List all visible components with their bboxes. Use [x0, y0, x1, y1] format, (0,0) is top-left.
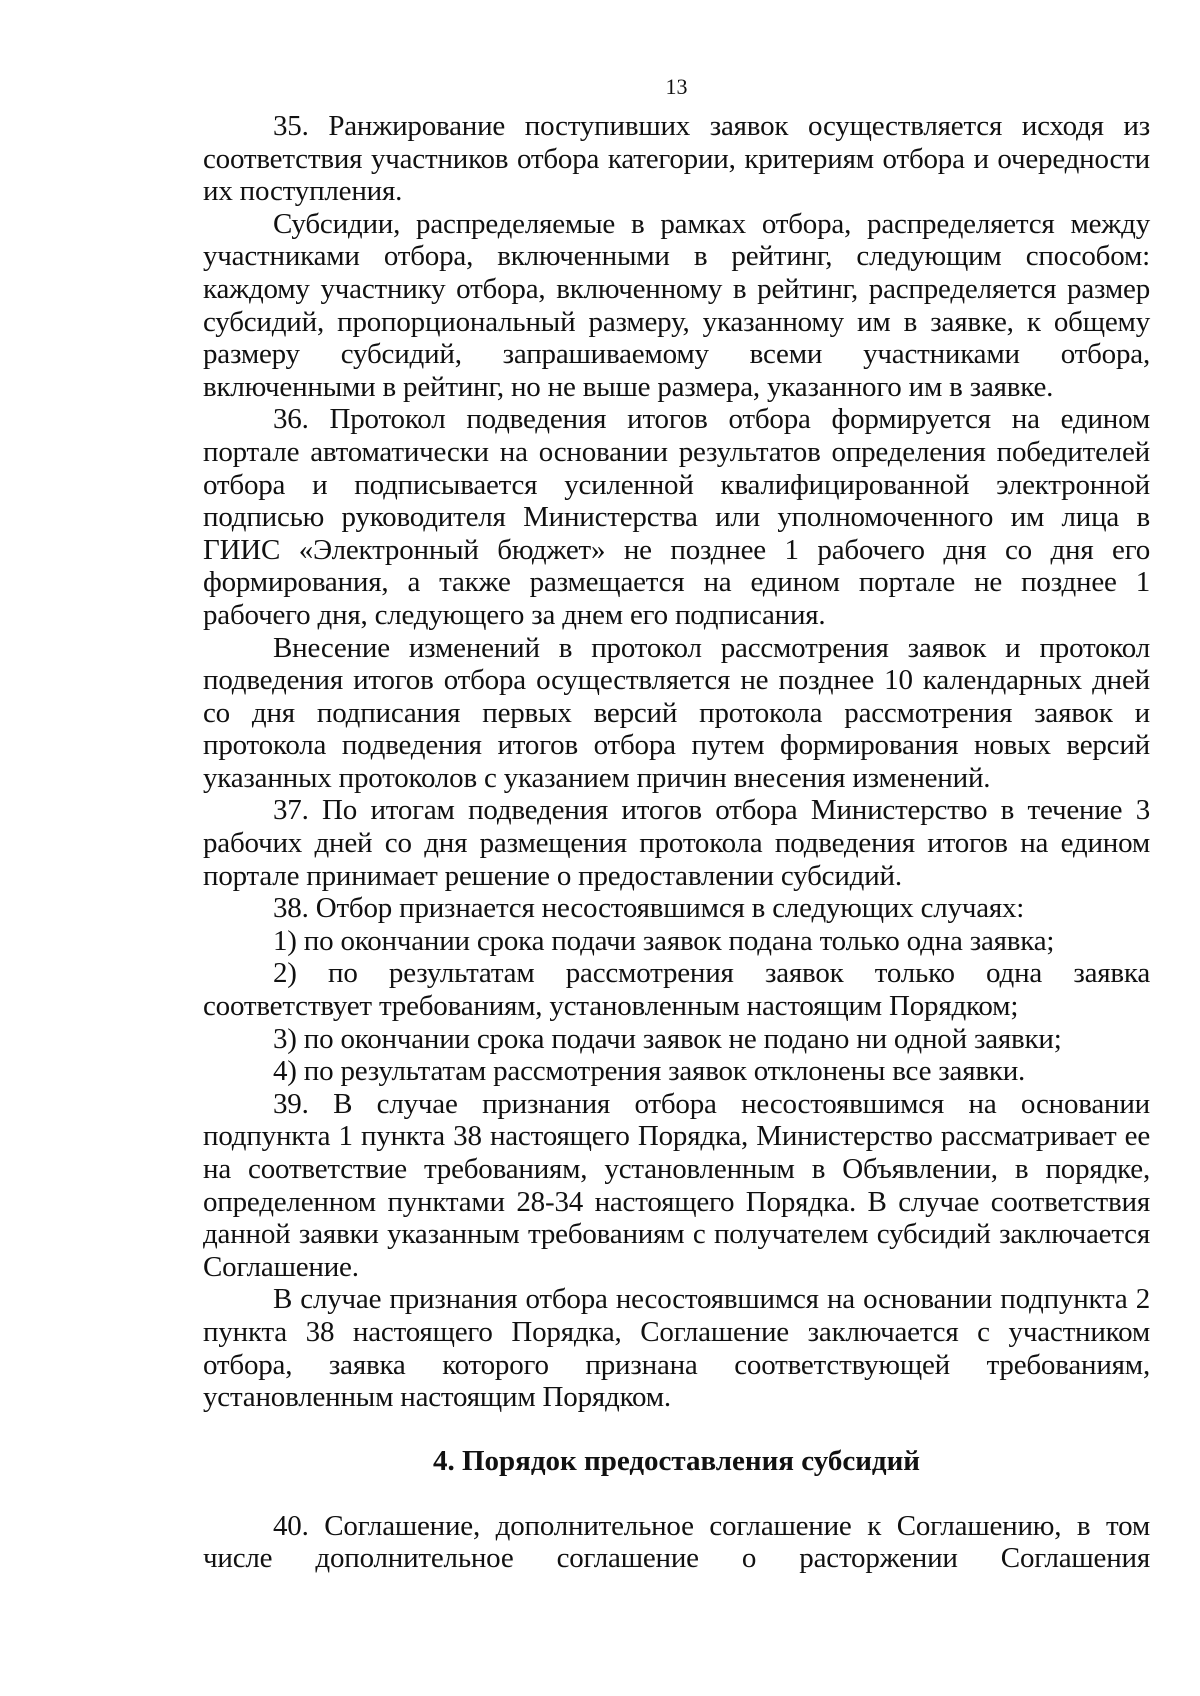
paragraph-39-second-case: В случае признания отбора несостоявшимся на основании подпункта 2 пункта 38 настоящего Порядка, Соглашение заключается с участником отбора, заявка которого признана соответствующей требованиям, установленным настоящим Порядком.: [203, 1283, 1150, 1414]
paragraph-subsidy-distribution: Субсидии, распределяемые в рамках отбора, распределяется между участниками отбора, включенными в рейтинг, следующим способом: каждому участнику отбора, включенному в рейтинг, распределяется размер субсидий, пропорциональный размеру, указанному им в заявке, к общему размеру субсидий, запрашиваемому всеми участниками отбора, включенными в рейтинг, но не выше размера, указанного им в заявке.: [203, 207, 1150, 403]
list-item-38-1: 1) по окончании срока подачи заявок подана только одна заявка;: [273, 924, 1055, 957]
list-item-38-2: 2) по результатам рассмотрения заявок только одна заявка соответствует требованиям, установленным настоящим Порядком;: [203, 957, 1150, 1023]
paragraph-38: 38. Отбор признается несостоявшимся в следующих случаях:: [273, 892, 1025, 925]
paragraph-37: 37. По итогам подведения итогов отбора Министерство в течение 3 рабочих дней со дня размещения протокола подведения итогов на едином портале принимает решение о предоставлении субсидий.: [203, 794, 1150, 892]
list-item-38-4: 4) по результатам рассмотрения заявок отклонены все заявки.: [273, 1055, 1026, 1088]
paragraph-39: 39. В случае признания отбора несостоявшимся на основании подпункта 1 пункта 38 настоящего Порядка, Министерство рассматривает ее на соответствие требованиям, установленным в Объявлении, в порядке, определенном пунктами 28-34 настоящего Порядка. В случае соответствия данной заявки указанным требованиям с получателем субсидий заключается Соглашение.: [203, 1087, 1150, 1283]
section-heading: 4. Порядок предоставления субсидий: [432, 1444, 921, 1477]
paragraph-protocol-changes: Внесение изменений в протокол рассмотрения заявок и протокол подведения итогов отбора осуществляется не позднее 10 календарных дней со дня подписания первых версий протокола рассмотрения заявок и протокола подведения итогов отбора путем формирования новых версий указанных протоколов с указанием причин внесения изменений.: [203, 631, 1150, 794]
paragraph-40: 40. Соглашение, дополнительное соглашение к Соглашению, в том числе дополнительное соглашение о расторжении Соглашения: [203, 1509, 1150, 1575]
list-item-38-3: 3) по окончании срока подачи заявок не подано ни одной заявки;: [273, 1022, 1062, 1055]
paragraph-36: 36. Протокол подведения итогов отбора формируется на едином портале автоматически на основании результатов определения победителей отбора и подписывается усиленной квалифицированной электронной подписью руководителя Министерства или уполномоченного им лица в ГИИС «Электронный бюджет» не позднее 1 рабочего дня со дня его формирования, а также размещается на едином портале не позднее 1 рабочего дня, следующего за днем его подписания.: [203, 403, 1150, 631]
page-number: 13: [665, 74, 688, 99]
document-body: [203, 110, 1150, 1575]
paragraph-35: 35. Ранжирование поступивших заявок осуществляется исходя из соответствия участников отбора категории, критериям отбора и очередности их поступления.: [203, 110, 1150, 208]
